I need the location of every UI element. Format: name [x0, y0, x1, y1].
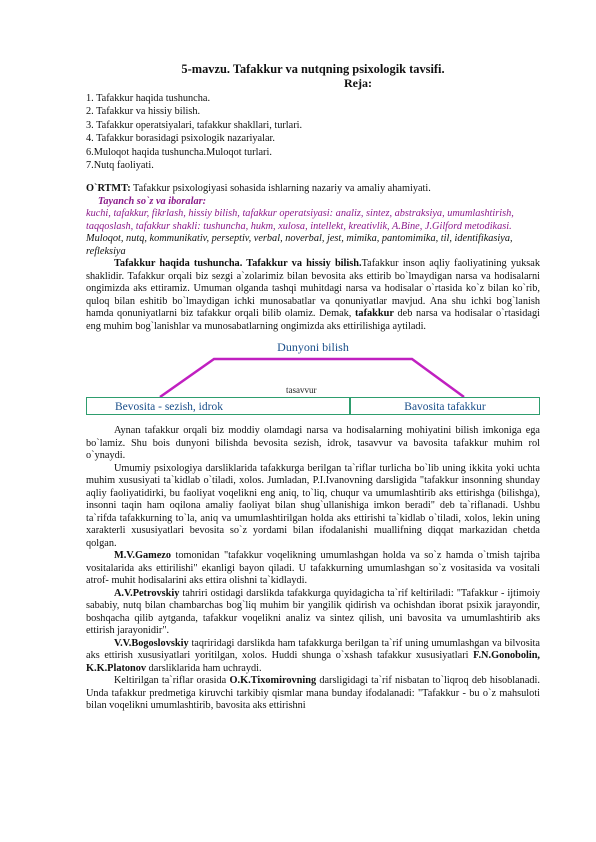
paragraph: [86, 638, 540, 676]
author-name: V.V.Bogoslovskiy: [114, 637, 189, 649]
plan-item: 2. Tafakkur va hissiy bilish.: [86, 106, 201, 118]
keywords-paragraph: [86, 208, 540, 258]
keywords-heading: Tayanch so`z va iboralar:: [98, 195, 207, 207]
paragraph-text: deb narsa va hodisalar o`rtasidagi eng muhim bog`lanishlar va munosabatlarning ongimizda aks ettirilishiga aytiladi.: [86, 308, 540, 332]
plan-item: 3. Tafakkur operatsiyalari, tafakkur shakllari, turlari.: [86, 119, 303, 131]
diagram-middle-label: tasavvur: [286, 385, 317, 396]
paragraph: Aynan tafakkur orqali biz moddiy olamdagi narsa va hodisalarning mohiyatini bilish imkoniga ega bo`lamiz. Shu bois dunyoni bilishda bevosita sezish, idrok, tasavvur va bavosita tafakkur muhim rol o`ynaydi.: [86, 425, 540, 462]
paragraph: [86, 550, 540, 588]
ortm-line: [86, 183, 540, 196]
paragraph-text: Keltirilgan ta`riflar orasida: [114, 675, 230, 687]
paragraph-definition: [86, 258, 540, 333]
diagram-top-label: Dunyoni bilish: [277, 340, 349, 355]
author-name: A.V.Petrovskiy: [114, 587, 180, 599]
ortm-label: O`RTMT:: [86, 183, 131, 195]
page-title: 5-mavzu. Tafakkur va nutqning psixologik tavsifi.: [181, 62, 445, 76]
paragraph-text: Tafakkur inson aqliy faoliyatining yuksak shaklidir. Tafakkur orqali biz sezgi a`zolarimiz bilan bevosita aks ettirib bo`lmaydigan narsa va hodisalarni ongimizda aks ettiramiz. Umuman olganda tashqi muhitdagi narsa va hodisalar o`rtasida ko`z bilan ko`rib, quloq bilan eshitib bo`lmaydigan ichki munosabatlar va qonuniyatlar mavjud. Ana shu ichki bog`lanish hamda qonuniyatlarni biz tafakkur orqali bilib olamiz. Demak,: [86, 258, 540, 320]
diagram-right-box: Bavosita tafakkur: [350, 397, 540, 415]
plan-item: 4. Tafakkur borasidagi psixologik nazariyalar.: [86, 133, 275, 145]
paragraph-text: darsligidagi ta`rif nisbatan to`liqroq deb hisoblanadi. Unda tafakkur predmetiga kiruvchi tarkibiy qismlar mana bunday ifodalanadi: "Tafakkur - bu o`z mahsuloti bilan voqelikni umumlashtirib, bavosita aks ettirishni: [86, 675, 540, 712]
diagram-left-box: Bevosita - sezish, idrok: [86, 397, 350, 415]
paragraph-text: darsliklarida ham uchraydi.: [146, 662, 262, 674]
plan-item: 7.Nutq faoliyati.: [86, 160, 154, 172]
term-tafakkur: tafakkur: [355, 308, 394, 320]
paragraph-text: taqriridagi darslikda ham tafakkurga berilgan ta`rif uning umumlashgan va bilvosita aks ettirish xususiyatlari yoritilgan, xolos. Huddi shunga o`xshash tafakkur xususiyatlari: [86, 637, 540, 662]
plan-heading: Reja:: [344, 76, 372, 90]
author-name: M.V.Gamezo: [114, 550, 171, 562]
plan-list: [86, 92, 540, 172]
author-name: F.N.Gonobolin, K.K.Platonov: [86, 650, 540, 674]
paragraph-text: tomonidan "tafakkur voqelikning umumlashgan holda va so`z hamda o`tmish tajriba vositalarida aks ettirilishi" ekanligi bayon qiladi. U tafakkurning umumlashgan so`z vositasida va vositali atrof- muhit hodisalarini aks ettira olishni ta`kidlaydi.: [86, 550, 540, 587]
paragraph-text: tahriri ostidagi darslikda tafakkurga quyidagicha ta`rif keltiriladi: "Tafakkur - ijtimoiy sababiy, nutq bilan chambarchas bog`liq muhim bir yangilik qidirish va ochishdan iborat psixik jarayondir, boshqacha qilib aytganda, tafakkur voqelikni analiz va sintez qilish, uni bavosita va umumlashtirib aks ettirish jarayonidir".: [86, 587, 540, 637]
plan-item: 1. Tafakkur haqida tushuncha.: [86, 93, 211, 104]
paragraph: [86, 588, 540, 638]
cognition-diagram: [86, 333, 540, 425]
ortm-text: Tafakkur psixologiyasi sohasida ishlarning nazariy va amaliy ahamiyati.: [130, 183, 431, 195]
author-name: O.K.Tixomirovning: [229, 675, 317, 687]
plan-item: 6.Muloqot haqida tushuncha.Muloqot turlari.: [86, 146, 272, 158]
section-heading: Tafakkur haqida tushuncha. Tafakkur va hissiy bilish.: [114, 258, 362, 270]
document-page: [86, 62, 540, 713]
keywords-colored: kuchi, tafakkur, fikrlash, hissiy bilish, tafakkur operatsiyasi: analiz, sintez, abstraksiya, umumlashtirish, taqqoslash, tafakkur shakli: tushuncha, hukm, xulosa, intellekt, kreativlik, A.Bine, J.Gilford metodikasi.: [86, 208, 514, 232]
paragraph: Umumiy psixologiya darsliklarida tafakkurga berilgan ta`riflar turlicha bo`lib uning ikkita yoki uchta muhim xususiyati ta`kidlab o`tiladi, xolos. Jumladan, P.I.Ivanovning darsligida "tafakkur insonning shunday aqliy faoliyatidirki, bu faoliyat voqelikni eng aniq, to`liq, chuqur va umumlashtirib aks ettirishga (bilishga), insonni taqin ham oqilona amaliy faoliyat bilan shug`ullanishiga imkon beradi" deb ta`riflanadi. Ushbu ta`rifda tafakkurning to`la, aniq va umumlashtirilgan holda aks ettirishi ta`kidlab o`tiladi, xolos, lekin uning xarakterli xususiyatlari bevosita so`z yordami bilan ifodalanishi muallifning diqqat markazidan chetda qolgan.: [86, 462, 540, 549]
paragraph: [86, 675, 540, 713]
keywords-plain: Muloqot, nutq, kommunikativ, perseptiv, verbal, noverbal, jest, mimika, pantomimika, til, identifikasiya, refleksiya: [86, 233, 513, 257]
